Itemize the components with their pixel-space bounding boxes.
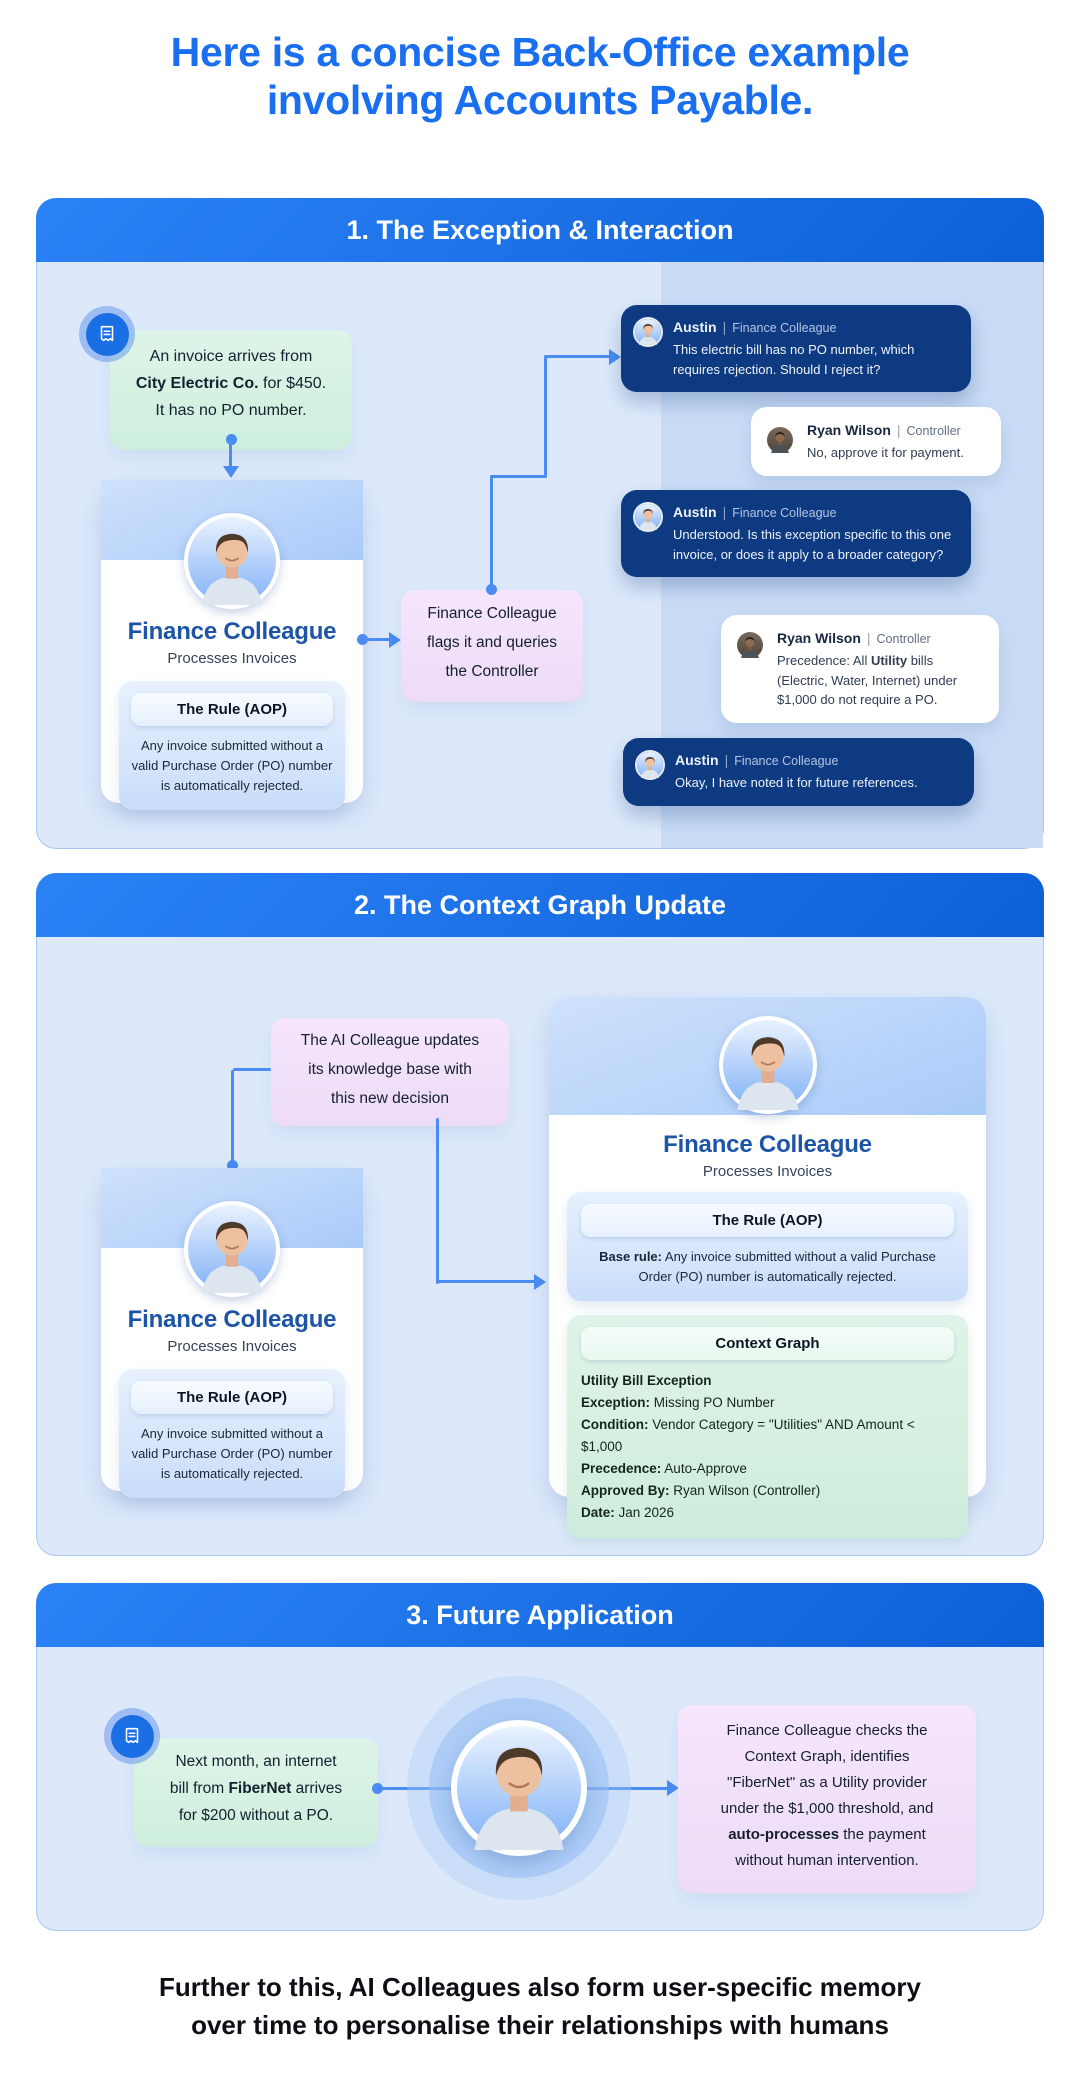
- chat-bubble-ryan-1: Ryan Wilson | Controller No, approve it for payment.: [751, 407, 1001, 476]
- flag-note: Finance Colleague flags it and queries the Controller: [401, 590, 583, 702]
- connector-line: [436, 1118, 439, 1284]
- section-1-body: [36, 262, 1044, 849]
- chat-message: Precedence: All Utility bills (Electric, Water, Internet) under $1,000 do not require a PO.: [777, 653, 958, 707]
- austin-avatar: [633, 317, 663, 347]
- section-1-header: 1. The Exception & Interaction: [36, 198, 1044, 262]
- chat-author: Ryan Wilson: [807, 422, 891, 438]
- context-entry: Exception: Missing PO Number: [581, 1395, 775, 1410]
- card-role: Processes Invoices: [167, 650, 297, 667]
- context-entry: Precedence: Auto-Approve: [581, 1461, 747, 1476]
- chat-message: This electric bill has no PO number, which requires rejection. Should I reject it?: [673, 342, 915, 377]
- context-entry: Condition: Vendor Category = "Utilities" AND Amount < $1,000: [581, 1417, 915, 1454]
- knowledge-base-card: [549, 997, 986, 1520]
- austin-avatar: [635, 750, 665, 780]
- context-entry: Utility Bill Exception: [581, 1373, 712, 1388]
- rule-text: Any invoice submitted without a valid Purchase Order (PO) number is automatically rejected.: [131, 1426, 333, 1481]
- rule-text: Any invoice submitted without a valid Purchase Order (PO) number is automatically rejected.: [131, 738, 333, 793]
- chat-message: No, approve it for payment.: [807, 445, 964, 460]
- finance-colleague-card: [101, 1168, 363, 1491]
- rule-title: The Rule (AOP): [131, 693, 333, 726]
- section-exception-interaction: [36, 198, 1044, 848]
- page-title: [0, 28, 1080, 124]
- receipt-icon-badge: [79, 306, 135, 362]
- context-graph-title: Context Graph: [581, 1327, 954, 1360]
- connector-arrowhead: [534, 1274, 546, 1290]
- rule-box: [119, 681, 345, 810]
- context-graph-entries: [581, 1370, 954, 1524]
- chat-bubble-ryan-2: Ryan Wilson | Controller Precedence: All Utility bills (Electric, Water, Internet) under $1,000 do not require a PO.: [721, 615, 999, 723]
- card-name: Finance Colleague: [663, 1131, 872, 1158]
- section-future-application: [36, 1583, 1044, 1930]
- receipt-icon-badge: [104, 1708, 160, 1764]
- finance-colleague-avatar: [719, 1016, 817, 1114]
- chat-author: Austin: [675, 752, 719, 768]
- base-rule-box: [567, 1192, 968, 1301]
- ryan-avatar: [765, 425, 795, 455]
- connector-arrowhead: [609, 349, 621, 365]
- chat-role: Finance Colleague: [732, 506, 837, 520]
- chat-bubble-austin-1: Austin | Finance Colleague This electric bill has no PO number, which requires rejection. Should I reject it?: [621, 305, 971, 392]
- finance-colleague-avatar: [184, 513, 280, 609]
- finance-colleague-avatar: [184, 1201, 280, 1297]
- invoice-event-note: An invoice arrives from City Electric Co. for $450. It has no PO number.: [110, 330, 352, 450]
- chat-role: Controller: [906, 424, 961, 438]
- connector-line: [544, 355, 611, 358]
- austin-avatar: [633, 502, 663, 532]
- receipt-icon: [86, 313, 129, 356]
- footer-line2: over time to personalise their relationships with humans: [191, 2010, 889, 2040]
- receipt-icon: [111, 1715, 154, 1758]
- card-name: Finance Colleague: [127, 1306, 337, 1333]
- context-entry: Date: Jan 2026: [581, 1505, 675, 1520]
- section-context-graph-update: [36, 873, 1044, 1555]
- connector-arrowhead: [389, 632, 401, 648]
- connector-line: [490, 475, 547, 478]
- chat-bubble-austin-3: Austin | Finance Colleague Okay, I have noted it for future references.: [623, 738, 974, 806]
- section-3-body: [36, 1647, 1044, 1931]
- chat-role: Controller: [876, 632, 931, 646]
- connector-arrowhead: [223, 466, 239, 478]
- section-2-header: 2. The Context Graph Update: [36, 873, 1044, 937]
- connector-line: [544, 357, 547, 477]
- rule-title: The Rule (AOP): [581, 1204, 954, 1237]
- chat-author: Austin: [673, 504, 717, 520]
- rule-title: The Rule (AOP): [131, 1381, 333, 1414]
- finance-colleague-card: [101, 480, 363, 803]
- future-outcome-note: Finance Colleague checks the Context Graph, identifies "FiberNet" as a Utility provider under the $1,000 threshold, and auto-processes the payment without human intervention.: [678, 1705, 976, 1893]
- context-graph-box: [567, 1315, 968, 1538]
- ryan-avatar: [735, 630, 765, 660]
- connector-line: [231, 1070, 234, 1166]
- footer-line1: Further to this, AI Colleagues also form user-specific memory: [159, 1972, 921, 2002]
- footer-text: [0, 1968, 1080, 2044]
- card-role: Processes Invoices: [167, 1338, 297, 1355]
- connector-line: [438, 1280, 536, 1283]
- card-role: Processes Invoices: [702, 1163, 833, 1180]
- card-name: Finance Colleague: [127, 618, 337, 645]
- section-2-body: [36, 937, 1044, 1556]
- chat-role: Finance Colleague: [732, 321, 837, 335]
- chat-bubble-austin-2: Austin | Finance Colleague Understood. Is this exception specific to this one invoice, or does it apply to a broader category?: [621, 490, 971, 577]
- chat-message: Okay, I have noted it for future references.: [675, 775, 918, 790]
- chat-role: Finance Colleague: [734, 754, 839, 768]
- future-event-note: Next month, an internet bill from FiberNet arrives for $200 without a PO.: [134, 1738, 378, 1847]
- finance-colleague-avatar-large: [457, 1726, 581, 1850]
- chat-author: Ryan Wilson: [777, 630, 861, 646]
- context-entry: Approved By: Ryan Wilson (Controller): [581, 1483, 821, 1498]
- connector-line: [490, 477, 493, 587]
- rule-box: [119, 1369, 345, 1498]
- connector-line: [363, 638, 391, 641]
- page-title-line1: Here is a concise Back-Office example: [170, 29, 910, 75]
- connector-line: [229, 442, 232, 468]
- connector-line: [233, 1068, 271, 1071]
- chat-author: Austin: [673, 319, 717, 335]
- kb-update-note: The AI Colleague updates its knowledge base with this new decision: [271, 1018, 509, 1126]
- base-rule-text: Base rule: Any invoice submitted without a valid Purchase Order (PO) number is automatically rejected.: [599, 1249, 936, 1284]
- section-3-header: 3. Future Application: [36, 1583, 1044, 1647]
- chat-message: Understood. Is this exception specific to this one invoice, or does it apply to a broader category?: [673, 527, 952, 562]
- page-title-line2: involving Accounts Payable.: [266, 77, 814, 123]
